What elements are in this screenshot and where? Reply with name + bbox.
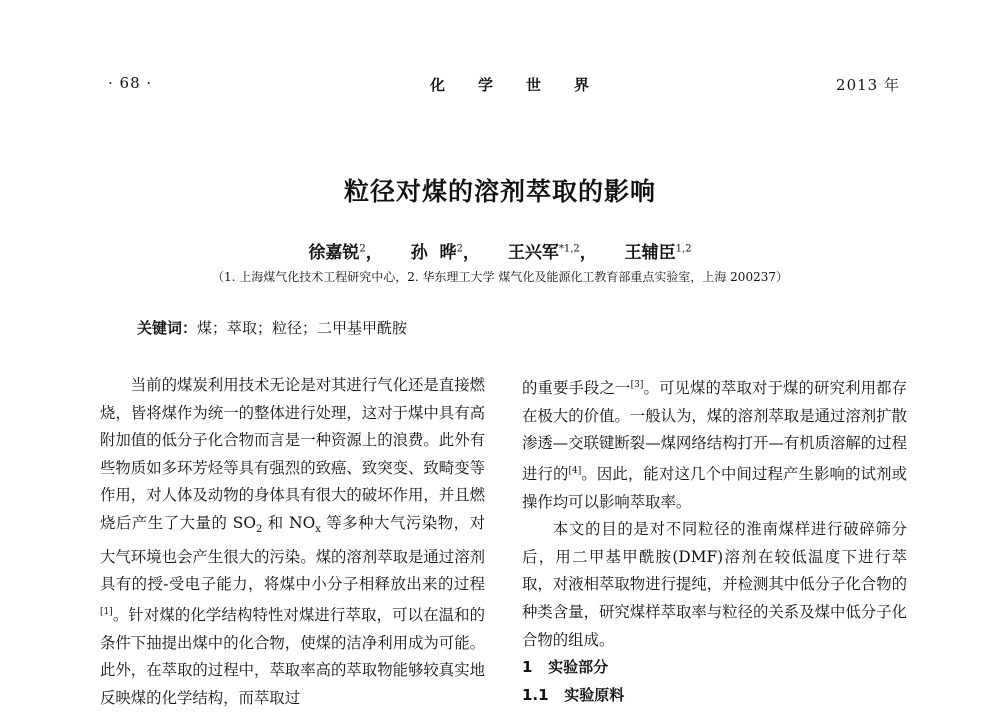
author-affiliation-marker: *1,2 [558, 243, 580, 255]
body-paragraph: 的重要手段之一[3]。可见煤的萃取对于煤的研究利用都存在极大的价值。一般认为，煤的溶剂萃取是通过溶剂扩散渗透—交联键断裂—煤网络结构打开—有机质溶解的过程进行的[4]。因此，能对这几个中间过程产生影响的试剂或操作均可以影响萃取率。 [522, 379, 907, 511]
author-name: 王辅臣 [624, 243, 676, 263]
left-column [100, 372, 485, 712]
author-name: 王兴军 [507, 243, 559, 263]
author-separator: ， [365, 243, 383, 263]
body-paragraph: 本文的目的是对不同粒径的淮南煤样进行破碎筛分后，用二甲基甲酰胺(DMF)溶剂在较低温度下进行萃取，对液相萃取物进行提纯，并检测其中低分子化合物的种类含量，研究煤样萃取率与粒径的关系及煤中低分子化合物的组成。 [522, 520, 907, 649]
author-name: 徐嘉锐 [308, 243, 360, 263]
author-affiliation-marker: 2 [359, 243, 366, 255]
journal-char: 化 [430, 76, 447, 94]
journal-char: 世 [525, 76, 542, 94]
citation: [4] [568, 465, 582, 476]
article-title: 粒径对煤的溶剂萃取的影响 [343, 177, 656, 206]
keywords-text: 煤；萃取；粒径；二甲基甲酰胺 [197, 319, 408, 337]
author-separator: ， [462, 243, 480, 263]
author-affiliation-marker: 2 [456, 243, 463, 255]
right-column [522, 372, 907, 709]
body-paragraph: 当前的煤炭利用技术无论是对其进行气化还是直接燃烧，皆将煤作为统一的整体进行处理，这对于煤中具有高附加值的低分子化合物而言是一种资源上的浪费。此外有些物质如多环芳烃等具有强烈的致癌、致突变、致畸变等作用，对人体及动物的身体具有很大的破坏作用，并且燃烧后产生了大量的 $SO_2$ 和 $NO_x$ 等多种大气污染物，对大气环境也会产生很大的污染。煤的溶剂萃取是通过溶剂具有的授-受电子能力，将煤中小分子相释放出来的过程[1]。针对煤的化学结构特性对煤进行萃取，可以在温和的条件下抽提出煤中的化合物，使煤的洁净利用成为可能。此外，在萃取的过程中，萃取率高的萃取物能够较真实地反映煤的化学结构，而萃取过 [100, 376, 485, 707]
author-affiliation-marker: 1,2 [675, 243, 692, 255]
author-name: 孙 晔 [410, 243, 457, 263]
journal-char: 学 [477, 76, 494, 94]
citation: [1] [100, 606, 113, 617]
section-heading: 1 实验部分 [522, 658, 609, 677]
keywords-label: 关键词： [137, 319, 198, 337]
citation: [3] [630, 380, 644, 390]
journal-char: 界 [573, 76, 590, 94]
author-separator: ， [579, 243, 597, 263]
author [411, 243, 480, 263]
page-number: · 68 · [108, 74, 153, 92]
author-list [0, 238, 1000, 263]
author [508, 243, 597, 263]
subsection-heading: 1.1 实验原料 [522, 685, 625, 704]
author [308, 243, 382, 263]
publication-year: 2013 年 [836, 76, 900, 94]
author [625, 243, 692, 263]
journal-name [430, 74, 590, 95]
affiliations: （1. 上海煤气化技术工程研究中心，2. 华东理工大学 煤气化及能源化工教育部重点实验室，上海 200237） [212, 270, 788, 284]
keywords [137, 317, 407, 338]
